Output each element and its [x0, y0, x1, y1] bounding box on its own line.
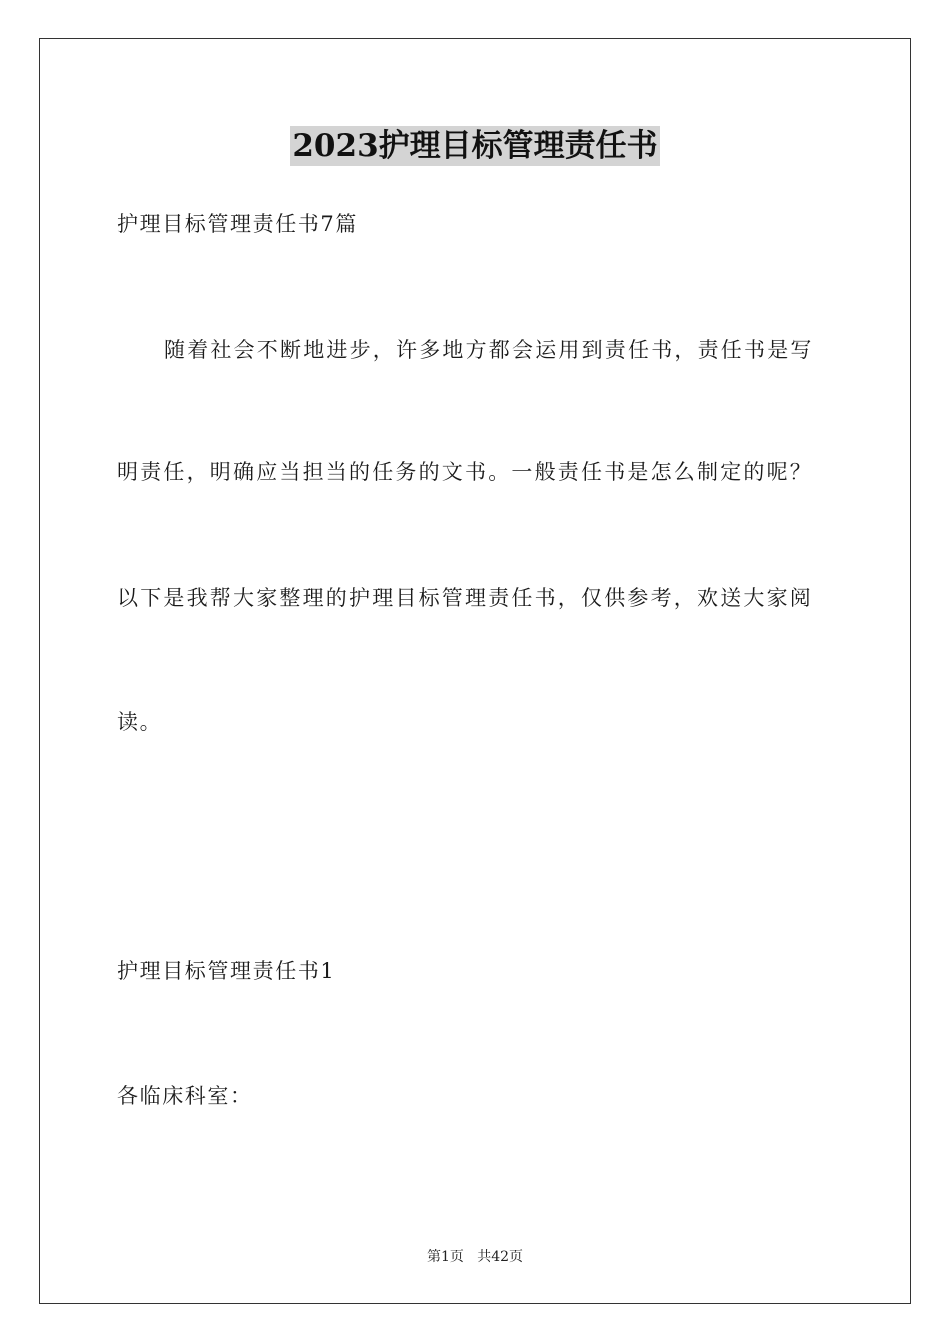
intro-line-1: 随着社会不断地进步，许多地方都会运用到责任书，责任书是写: [164, 338, 814, 362]
section-heading: 护理目标管理责任书1: [117, 959, 336, 983]
addressee-line: 各临床科室：: [117, 1084, 253, 1108]
page-number-text: 第1页 共42页: [426, 1249, 524, 1265]
document-title: 2023护理目标管理责任书: [292, 128, 658, 164]
title-container: [0, 126, 950, 166]
document-subtitle: 护理目标管理责任书7篇: [117, 212, 358, 236]
intro-line-2: 明责任，明确应当担当的任务的文书。一般责任书是怎么制定的呢？: [117, 460, 813, 484]
page-footer: [0, 1247, 950, 1267]
intro-line-3: 以下是我帮大家整理的护理目标管理责任书，仅供参考，欢送大家阅: [117, 586, 813, 610]
intro-line-4: 读。: [117, 710, 163, 734]
